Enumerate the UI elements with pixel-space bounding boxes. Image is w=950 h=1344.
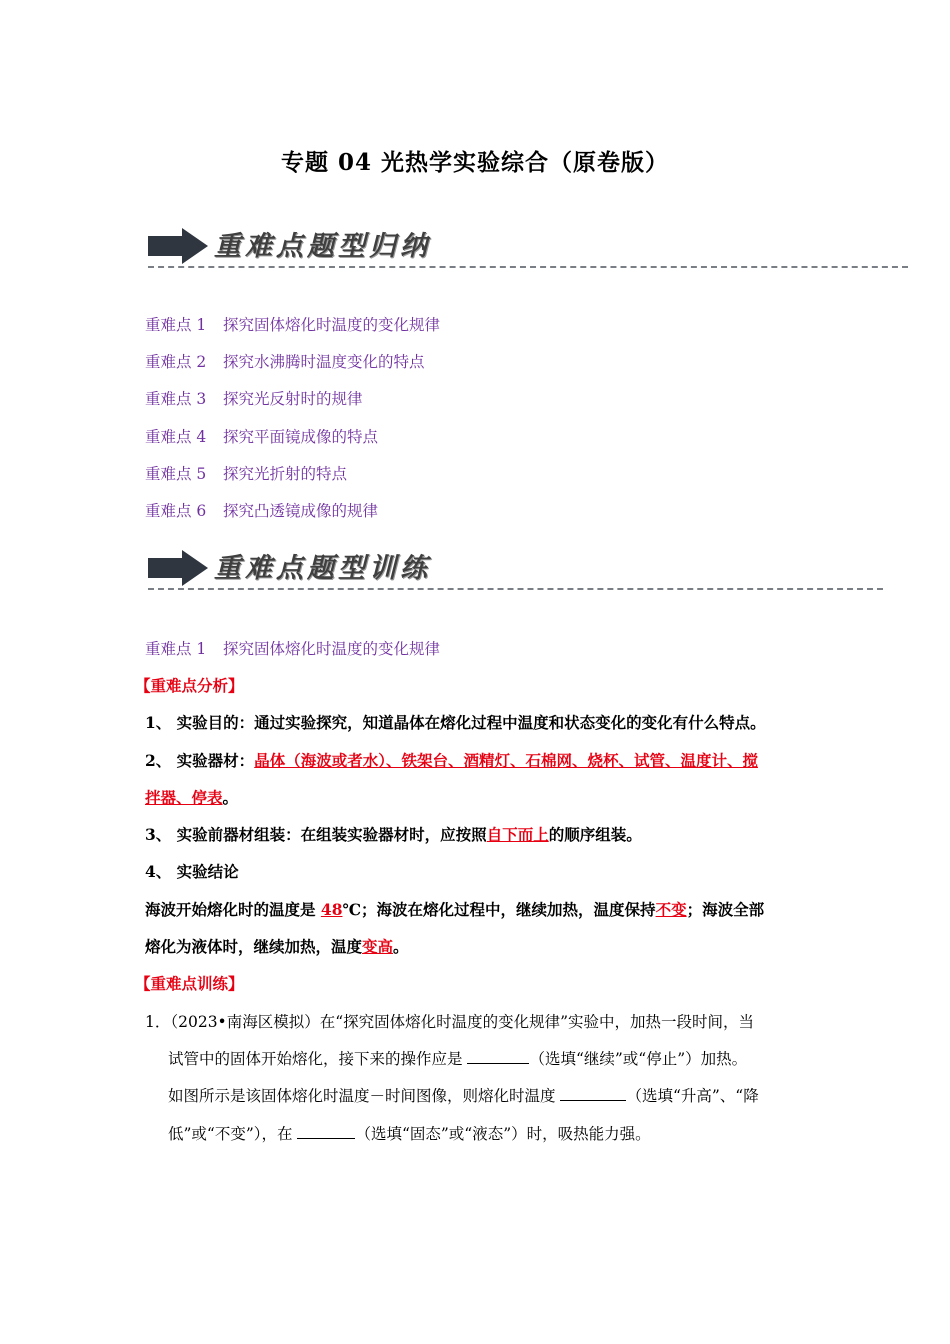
toc-item-3[interactable]	[145, 387, 363, 411]
conclusion-text: 海波开始熔化时的温度是	[145, 900, 321, 919]
item-2-line-1	[145, 749, 758, 773]
question-line-1: 1．（2023•南海区模拟）在“探究固体熔化时温度的变化规律”实验中，加热一段时间，当	[145, 1013, 755, 1031]
banner-title: 重难点题型训练	[214, 553, 431, 584]
answer-blank[interactable]	[297, 1124, 355, 1139]
toc-item-1[interactable]	[145, 313, 440, 337]
question-text: 试管中的固体开始熔化，接下来的操作应是	[168, 1050, 468, 1068]
banner-divider	[148, 266, 908, 268]
toc-num: 重难点 2	[145, 353, 207, 371]
toc-num: 重难点 6	[145, 502, 207, 520]
item-2-materials-cont: 拌器、停表	[145, 788, 223, 807]
toc-num: 重难点 3	[145, 390, 207, 408]
toc-num: 重难点 5	[145, 465, 207, 483]
answer-blank[interactable]	[467, 1049, 529, 1064]
toc-text: 探究平面镜成像的特点	[223, 428, 379, 446]
item-2-end: 。	[222, 788, 239, 807]
arrow-icon	[148, 550, 210, 586]
liquid-temperature-answer: 变高	[362, 937, 394, 956]
section-banner-summary	[148, 222, 908, 272]
toc-text: 探究固体熔化时温度的变化规律	[223, 316, 441, 334]
toc-text: 探究光折射的特点	[223, 465, 348, 483]
analysis-heading: 【重难点分析】	[135, 676, 244, 695]
toc-text: 探究凸透镜成像的规律	[223, 502, 379, 520]
page-title: 专题 04 光热学实验综合（原卷版）	[280, 149, 670, 176]
question-line-3	[168, 1084, 759, 1108]
section-num: 重难点 1	[145, 640, 207, 658]
item-2-line-2	[145, 786, 238, 810]
toc-item-2[interactable]	[145, 350, 425, 374]
section-text: 探究固体熔化时温度的变化规律	[223, 640, 441, 658]
banner-title: 重难点题型归纳	[214, 231, 431, 262]
conclusion-text: 熔化为液体时，继续加热，温度	[145, 937, 363, 956]
toc-text: 探究水沸腾时温度变化的特点	[223, 353, 425, 371]
melting-point-answer: 48	[320, 900, 343, 919]
training-heading: 【重难点训练】	[135, 974, 244, 993]
conclusion-text: ℃；海波在熔化过程中，继续加热，温度保持	[342, 900, 656, 919]
item-3	[145, 823, 642, 847]
toc-item-6[interactable]	[145, 499, 378, 523]
toc-num: 重难点 1	[145, 316, 207, 334]
conclusion-text: 。	[393, 937, 409, 956]
temperature-answer: 不变	[655, 900, 687, 919]
section-banner-training	[148, 544, 883, 594]
item-3-prefix: 3、 实验前器材组装：在组装实验器材时，应按照	[145, 825, 487, 844]
answer-blank[interactable]	[560, 1086, 626, 1101]
question-text: 如图所示是该固体熔化时温度－时间图像，则熔化时温度	[168, 1087, 561, 1105]
toc-item-4[interactable]	[145, 425, 378, 449]
conclusion-text: ；海波全部	[686, 900, 765, 919]
conclusion-line-1	[145, 898, 764, 922]
section-heading	[145, 637, 440, 661]
item-2-prefix: 2、 实验器材：	[145, 751, 255, 770]
question-line-4	[168, 1122, 651, 1146]
item-2-materials: 晶体（海波或者水）、铁架台、酒精灯、石棉网、烧杯、试管、温度计、搅	[254, 751, 758, 770]
item-3-answer: 自下而上	[486, 825, 549, 844]
conclusion-line-2	[145, 935, 409, 959]
question-text: （选填“继续”或“停止”）加热。	[529, 1050, 748, 1068]
toc-text: 探究光反射时的规律	[223, 390, 363, 408]
question-line-2	[168, 1047, 747, 1071]
item-1: 1、 实验目的：通过实验探究，知道晶体在熔化过程中温度和状态变化的变化有什么特点。	[145, 713, 766, 732]
question-text: 低”或“不变”），在	[168, 1125, 298, 1143]
arrow-icon	[148, 228, 210, 264]
item-3-suffix: 的顺序组装。	[548, 825, 642, 844]
question-text: （选填“固态”或“液态”）时，吸热能力强。	[355, 1125, 651, 1143]
question-text: （选填“升高”、“降	[626, 1087, 759, 1105]
toc-num: 重难点 4	[145, 428, 207, 446]
banner-divider	[148, 588, 883, 590]
toc-item-5[interactable]	[145, 462, 347, 486]
item-4: 4、 实验结论	[145, 862, 239, 881]
